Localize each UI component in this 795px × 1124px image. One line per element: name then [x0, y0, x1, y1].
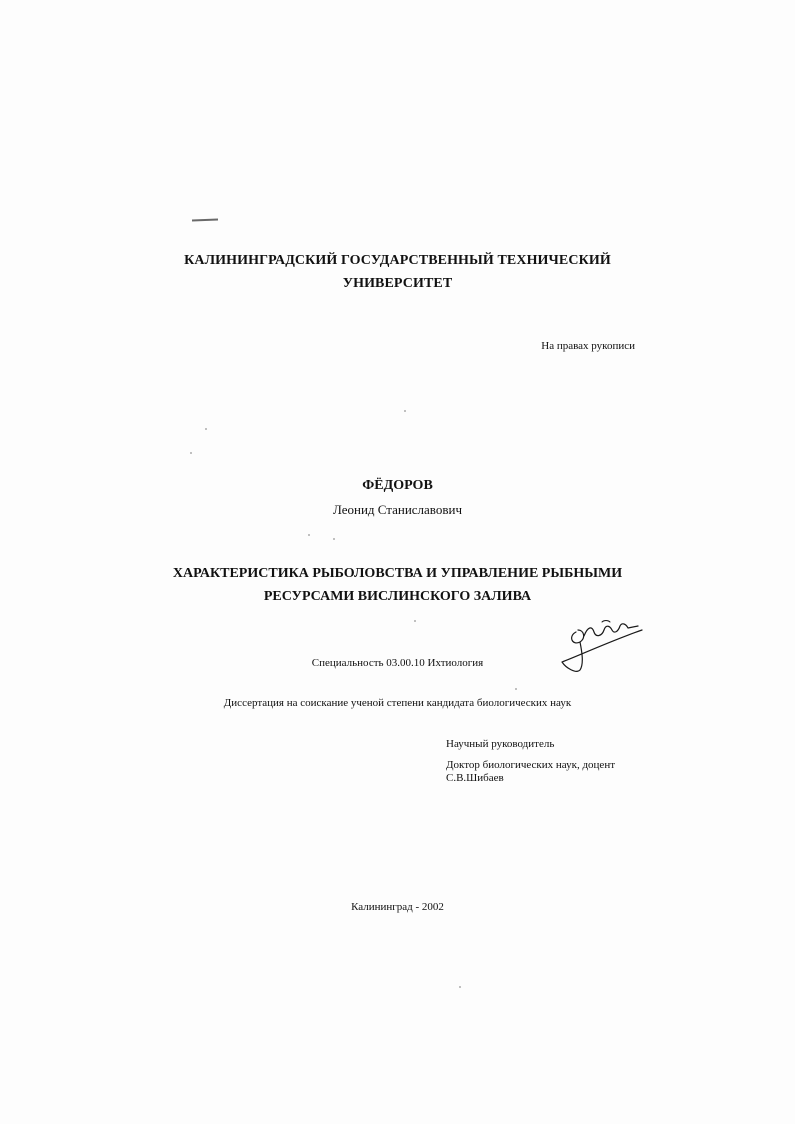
- supervisor-degree: Доктор биологических наук, доцент: [446, 759, 616, 771]
- supervisor-label: Научный руководитель: [446, 738, 555, 750]
- scan-speck: [414, 620, 416, 622]
- scan-speck: [404, 410, 406, 412]
- scan-speck: [515, 688, 517, 690]
- scan-speck: [205, 428, 207, 430]
- author-full-name: Леонид Станиславович: [332, 502, 462, 517]
- dissertation-title-line1: ХАРАКТЕРИСТИКА РЫБОЛОВСТВА И УПРАВЛЕНИЕ РЫБНЫМИ: [172, 566, 623, 581]
- city-and-year: Калининград - 2002: [351, 901, 444, 913]
- scan-speck: [190, 452, 192, 454]
- specialty: Специальность 03.00.10 Ихтиология: [311, 657, 484, 669]
- scan-speck: [308, 534, 310, 536]
- university-name-line2: УНИВЕРСИТЕТ: [342, 276, 453, 291]
- scan-speck: [459, 986, 461, 988]
- supervisor-block: [446, 738, 615, 785]
- handwritten-signature: [558, 612, 650, 674]
- scan-artifact-mark: [192, 219, 218, 222]
- scan-speck: [333, 538, 335, 540]
- dissertation-title-line2: РЕСУРСАМИ ВИСЛИНСКОГО ЗАЛИВА: [263, 589, 532, 604]
- author-surname: ФЁДОРОВ: [362, 478, 433, 493]
- dissertation-degree-note: Диссертация на соискание ученой степени кандидата биологических наук: [223, 697, 572, 709]
- supervisor-name: С.В.Шибаев: [446, 772, 504, 784]
- university-name-line1: КАЛИНИНГРАДСКИЙ ГОСУДАРСТВЕННЫЙ ТЕХНИЧЕСКИЙ: [184, 253, 611, 268]
- manuscript-rights-note: На правах рукописи: [541, 340, 635, 352]
